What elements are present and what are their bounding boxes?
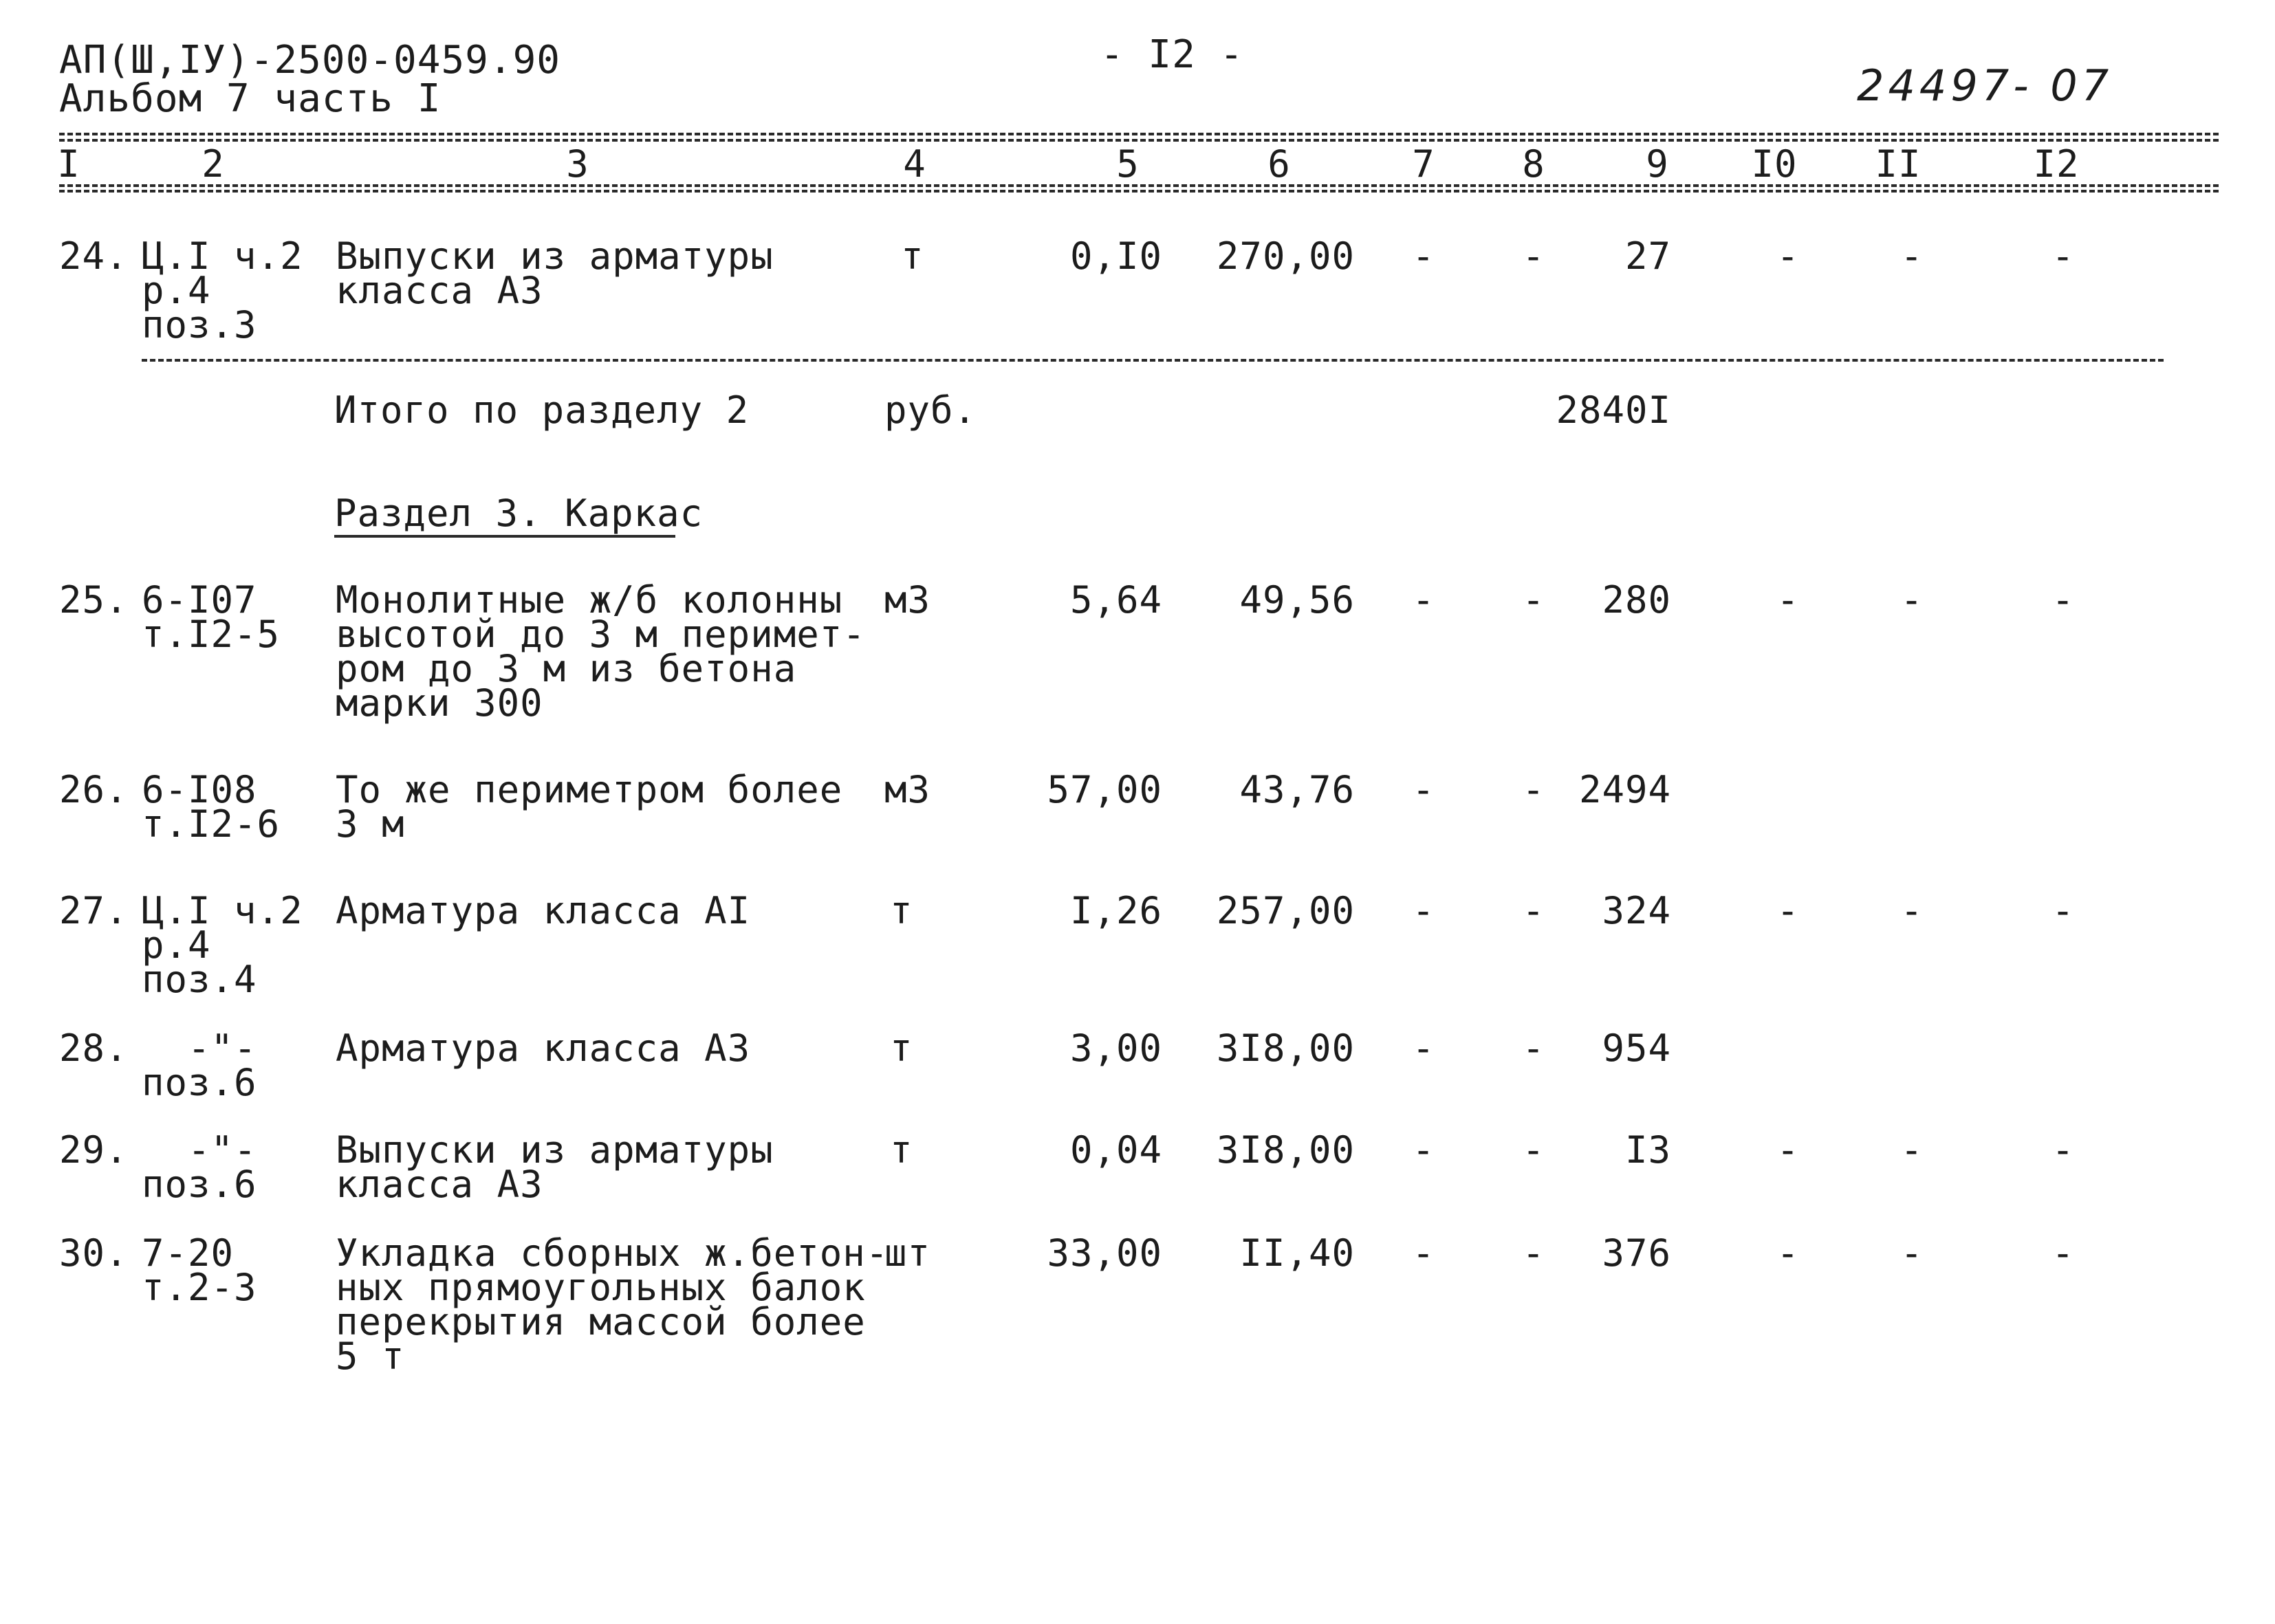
col11-value: - [1900, 889, 1924, 932]
section-title-underline [334, 535, 675, 538]
total-cost: I3 [1624, 1128, 1671, 1172]
col8-value: - [1522, 768, 1545, 811]
col7-value: - [1412, 889, 1435, 932]
col7-value: - [1412, 578, 1435, 622]
unit: т [890, 1027, 913, 1070]
quantity: 0,I0 [1069, 234, 1162, 278]
unit-price: 3I8,00 [1216, 1027, 1355, 1070]
col12-value: - [2051, 578, 2075, 622]
unit-price: 3I8,00 [1216, 1128, 1355, 1172]
total-cost: 27 [1624, 234, 1671, 278]
col10-value: - [1776, 1231, 1800, 1275]
row-number: 29. [59, 1128, 129, 1172]
col7-value: - [1412, 1128, 1435, 1172]
unit-price: 43,76 [1239, 768, 1355, 811]
handwritten-number: 24497- 07 [1857, 61, 2113, 111]
col-header-3: 3 [566, 142, 589, 186]
row-number: 27. [59, 889, 129, 932]
unit-price: 49,56 [1239, 578, 1355, 622]
unit-price: II,40 [1239, 1231, 1355, 1275]
col11-value: - [1900, 234, 1924, 278]
col10-value: - [1776, 234, 1800, 278]
unit-price: 270,00 [1216, 234, 1355, 278]
work-description: То же периметром более 3 м [336, 768, 843, 846]
col7-value: - [1412, 1231, 1435, 1275]
col8-value: - [1522, 1128, 1545, 1172]
subtotal-label: Итого по разделу 2 [334, 388, 750, 432]
col10-value: - [1776, 889, 1800, 932]
col-header-2: 2 [202, 142, 225, 186]
col11-value: - [1900, 1231, 1924, 1275]
norm-code: -"- поз.6 [142, 1128, 257, 1206]
unit: м3 [884, 578, 931, 622]
unit: т [901, 234, 924, 278]
total-cost: 2494 [1578, 768, 1671, 811]
quantity: 5,64 [1069, 578, 1162, 622]
col7-value: - [1412, 768, 1435, 811]
quantity: 3,00 [1069, 1027, 1162, 1070]
unit: шт [884, 1231, 931, 1275]
col8-value: - [1522, 1027, 1545, 1070]
work-description: Монолитные ж/б колонны высотой до 3 м перимет- ром до 3 м из бетона марки 300 [336, 578, 866, 725]
norm-code: Ц.I ч.2 р.4 поз.3 [142, 234, 303, 347]
unit: т [890, 1128, 913, 1172]
norm-code: 6-I07 т.I2-5 [142, 578, 281, 656]
quantity: 0,04 [1069, 1128, 1162, 1172]
quantity: 33,00 [1047, 1231, 1162, 1275]
col8-value: - [1522, 889, 1545, 932]
header-top-rule-2 [59, 139, 2219, 142]
col8-value: - [1522, 234, 1545, 278]
album-part: Альбом 7 часть I [59, 76, 442, 121]
unit: т [890, 889, 913, 932]
total-cost: 954 [1602, 1027, 1671, 1070]
col-header-9: 9 [1646, 142, 1669, 186]
total-cost: 324 [1602, 889, 1671, 932]
work-description: Арматура класса А3 [336, 1027, 751, 1070]
norm-code: 6-I08 т.I2-6 [142, 768, 281, 846]
norm-code: -"- поз.6 [142, 1027, 257, 1104]
col10-value: - [1776, 578, 1800, 622]
col-header-4: 4 [903, 142, 926, 186]
subtotal-value: 2840I [1556, 388, 1671, 432]
section-title: Раздел 3. Каркас [334, 492, 704, 535]
col-header-5: 5 [1116, 142, 1140, 186]
quantity: 57,00 [1047, 768, 1162, 811]
work-description: Укладка сборных ж.бетон- ных прямоугольных балок перекрытия массой более 5 т [336, 1231, 889, 1378]
col-header-7: 7 [1412, 142, 1435, 186]
unit: м3 [884, 768, 931, 811]
col7-value: - [1412, 234, 1435, 278]
header-top-rule [59, 133, 2219, 135]
col8-value: - [1522, 1231, 1545, 1275]
header-bottom-rule [59, 184, 2219, 187]
col12-value: - [2051, 1128, 2075, 1172]
norm-code: Ц.I ч.2 р.4 поз.4 [142, 889, 303, 1001]
row-number: 25. [59, 578, 129, 622]
col-header-12: I2 [2033, 142, 2080, 186]
total-cost: 280 [1602, 578, 1671, 622]
row-number: 30. [59, 1231, 129, 1275]
norm-code: 7-20 т.2-3 [142, 1231, 257, 1309]
col8-value: - [1522, 578, 1545, 622]
work-description: Выпуски из арматуры класса А3 [336, 1128, 774, 1206]
col11-value: - [1900, 578, 1924, 622]
row-number: 26. [59, 768, 129, 811]
quantity: I,26 [1069, 889, 1162, 932]
col-header-8: 8 [1522, 142, 1545, 186]
row-number: 28. [59, 1027, 129, 1070]
col-header-10: I0 [1751, 142, 1798, 186]
total-cost: 376 [1602, 1231, 1671, 1275]
col7-value: - [1412, 1027, 1435, 1070]
page-number: - I2 - [1100, 32, 1244, 77]
work-description: Выпуски из арматуры класса А3 [336, 234, 774, 312]
col-header-6: 6 [1267, 142, 1291, 186]
col12-value: - [2051, 889, 2075, 932]
document-code: АП(Ш,IУ)-2500-0459.90 [59, 38, 561, 83]
col-header-11: II [1875, 142, 1922, 186]
row-number: 24. [59, 234, 129, 278]
col12-value: - [2051, 234, 2075, 278]
col12-value: - [2051, 1231, 2075, 1275]
col10-value: - [1776, 1128, 1800, 1172]
subtotal-unit: руб. [884, 388, 977, 432]
col-header-1: I [57, 142, 80, 186]
col11-value: - [1900, 1128, 1924, 1172]
work-description: Арматура класса АI [336, 889, 751, 932]
header-bottom-rule-2 [59, 190, 2219, 193]
subtotal-separator [142, 359, 2164, 362]
unit-price: 257,00 [1216, 889, 1355, 932]
